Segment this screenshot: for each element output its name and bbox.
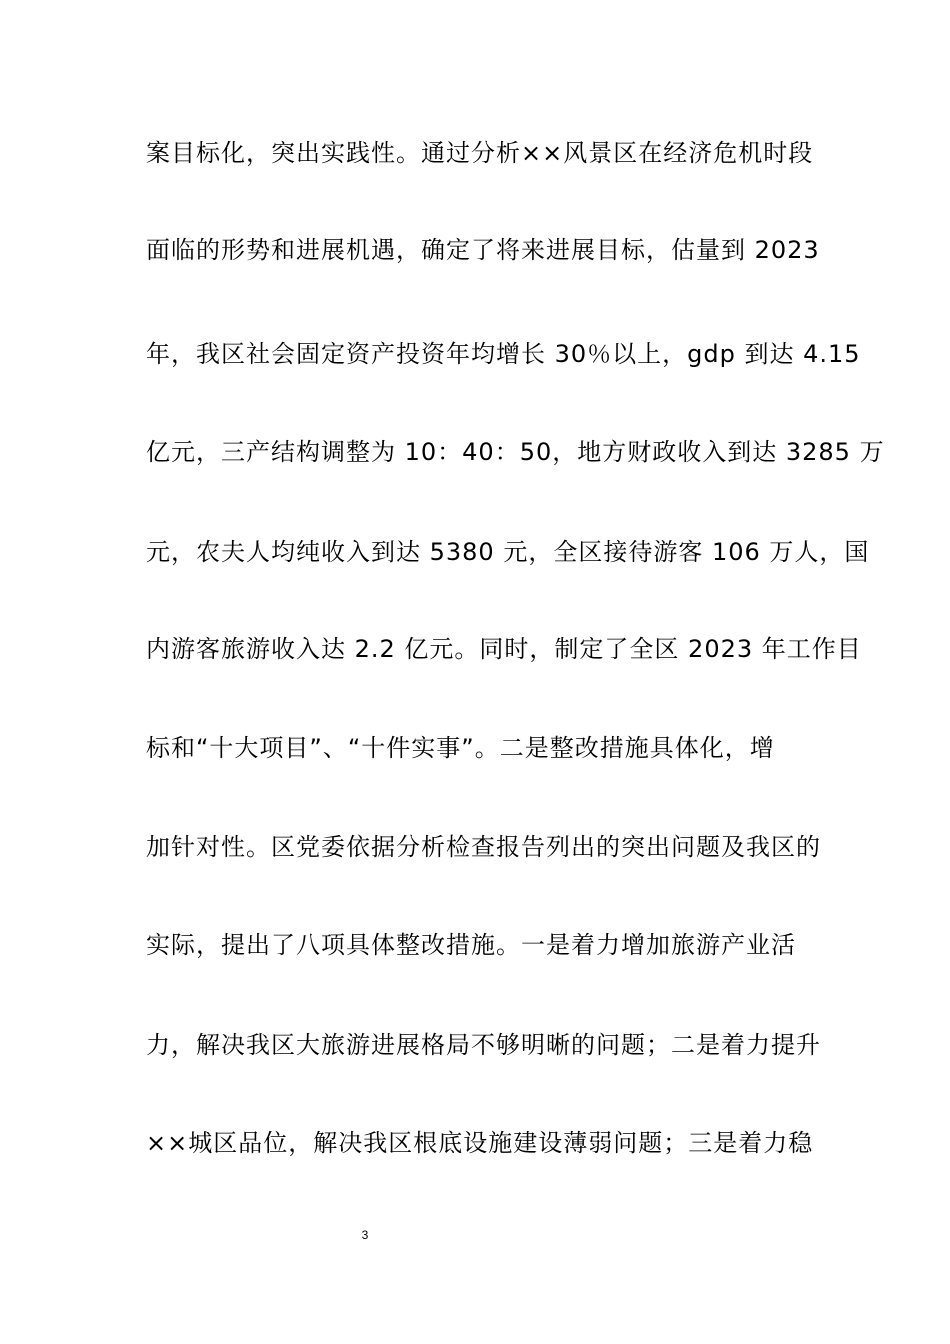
text-line: 加针对性。区党委依据分析检查报告列出的突出问题及我区的 — [146, 833, 821, 861]
text-line: 案目标化，突出实践性。通过分析××风景区在经济危机时段 — [146, 139, 814, 167]
text-line: 标和“十大项目”、“十件实事”。二是整改措施具体化，增 — [146, 734, 775, 762]
text-line: 内游客旅游收入达 2.2 亿元。同时，制定了全区 2023 年工作目 — [146, 635, 862, 663]
text-line: 力，解决我区大旅游进展格局不够明晰的问题；二是着力提升 — [146, 1031, 821, 1059]
text-line: 元，农夫人均纯收入到达 5380 元，全区接待游客 106 万人，国 — [146, 538, 870, 566]
text-line: 年，我区社会固定资产投资年均增长 30％以上，gdp 到达 4.15 — [146, 340, 861, 368]
text-line: 亿元，三产结构调整为 10：40：50，地方财政收入到达 3285 万 — [146, 438, 885, 466]
page-number: 3 — [361, 1228, 369, 1242]
text-line: ××城区品位，解决我区根底设施建设薄弱问题；三是着力稳 — [146, 1129, 814, 1157]
text-line: 实际，提出了八项具体整改措施。一是着力增加旅游产业活 — [146, 931, 796, 959]
text-line: 面临的形势和进展机遇，确定了将来进展目标，估量到 2023 — [146, 236, 820, 264]
